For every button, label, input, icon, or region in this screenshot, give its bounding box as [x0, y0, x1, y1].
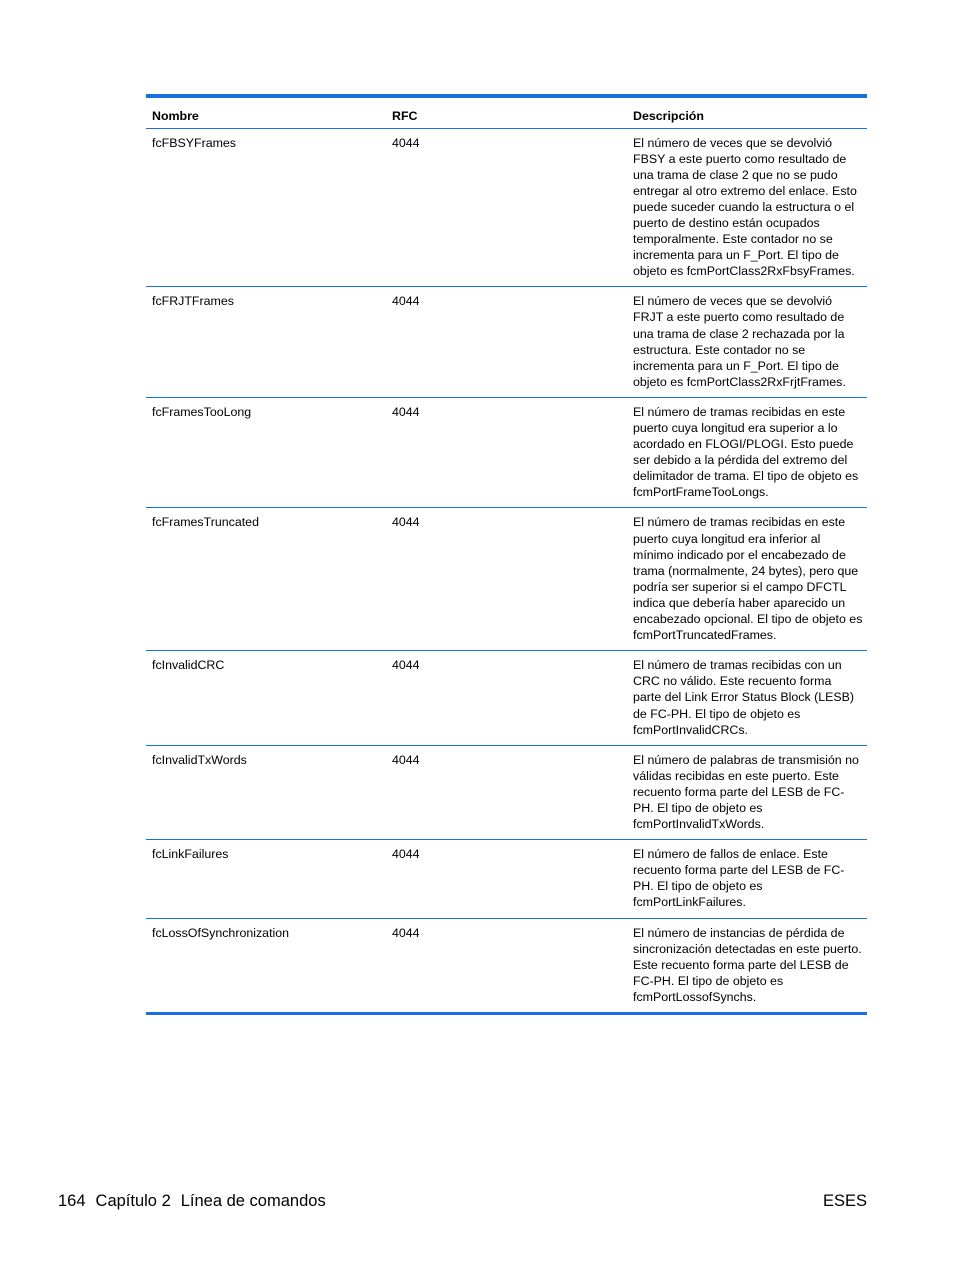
cell-description: El número de tramas recibidas en este puerto cuya longitud era superior a lo acordado en FLOGI/PLOGI. Esto puede ser debido a la pérdida del extremo del delimitador de trama. El tipo de objeto es fcmPortFrameTooLongs.: [627, 397, 867, 508]
parameter-table: [146, 94, 867, 1015]
cell-description: El número de veces que se devolvió FRJT a este puerto como resultado de una trama de clase 2 rechazada por la estructura. Este contador no se incrementa para un F_Port. El tipo de objeto es fcmPortClass2RxFrjtFrames.: [627, 287, 867, 398]
cell-description: El número de palabras de transmisión no válidas recibidas en este puerto. Este recuento forma parte del LESB de FC-PH. El tipo de objeto es fcmPortInvalidTxWords.: [627, 745, 867, 839]
cell-name: fcLinkFailures: [146, 840, 386, 918]
cell-name: fcFBSYFrames: [152, 135, 236, 150]
cell-description: El número de instancias de pérdida de sincronización detectadas en este puerto. Este recuento forma parte del LESB de FC-PH. El tipo de objeto es fcmPortLossofSynchs.: [627, 918, 867, 1012]
cell-rfc: 4044: [386, 508, 627, 651]
table-bottom-rule: [146, 1012, 867, 1015]
page-number: 164: [58, 1192, 86, 1210]
footer-left: [58, 1191, 326, 1211]
cell-description: El número de fallos de enlace. Este recuento forma parte del LESB de FC-PH. El tipo de objeto es fcmPortLinkFailures.: [627, 840, 867, 918]
cell-name: fcFramesTooLong: [146, 397, 386, 508]
table: [146, 98, 867, 1012]
cell-name: fcInvalidTxWords: [146, 745, 386, 839]
table-header-row: [146, 98, 867, 128]
footer-locale: ESES: [822, 1192, 867, 1210]
table-row: [146, 397, 867, 508]
cell-description: El número de tramas recibidas con un CRC no válido. Este recuento forma parte del Link Error Status Block (LESB) de FC-PH. El tipo de objeto es fcmPortInvalidCRCs.: [627, 651, 867, 745]
section-title: Línea de comandos: [180, 1192, 326, 1210]
cell-name: fcFRJTFrames: [146, 287, 386, 398]
chapter-label: Capítulo 2: [95, 1192, 171, 1210]
column-header-description: Descripción: [627, 98, 867, 128]
cell-rfc: 4044: [386, 651, 627, 745]
table-row: [146, 128, 867, 287]
table-row: [146, 745, 867, 839]
cell-name: fcLossOfSynchronization: [146, 918, 386, 1012]
column-header-name: Nombre: [146, 98, 386, 128]
table-row: [146, 918, 867, 1012]
cell-rfc: 4044: [386, 918, 627, 1012]
cell-rfc: 4044: [386, 397, 627, 508]
cell-rfc: 4044: [392, 135, 420, 150]
cell-description: El número de tramas recibidas en este puerto cuya longitud era inferior al mínimo indicado por el encabezado de trama (normalmente, 24 bytes), pero que podría ser superior si el campo DFCTL indica que debería haber aparecido un encabezado opcional. El tipo de objeto es fcmPortTruncatedFrames.: [627, 508, 867, 651]
cell-rfc: 4044: [386, 287, 627, 398]
table-row: [146, 840, 867, 918]
cell-rfc: 4044: [386, 840, 627, 918]
table-row: [146, 651, 867, 745]
column-header-rfc: RFC: [386, 98, 627, 128]
cell-description: El número de veces que se devolvió FBSY a este puerto como resultado de una trama de clase 2 que no se pudo entregar al otro extremo del enlace. Esto puede suceder cuando la estructura o el puerto de destino están ocupados temporalmente. Este contador no se incrementa para un F_Port. El tipo de objeto es fcmPortClass2RxFbsyFrames.: [633, 135, 857, 279]
cell-name: fcInvalidCRC: [146, 651, 386, 745]
table-row: [146, 508, 867, 651]
table-row: [146, 287, 867, 398]
cell-rfc: 4044: [386, 745, 627, 839]
cell-name: fcFramesTruncated: [146, 508, 386, 651]
